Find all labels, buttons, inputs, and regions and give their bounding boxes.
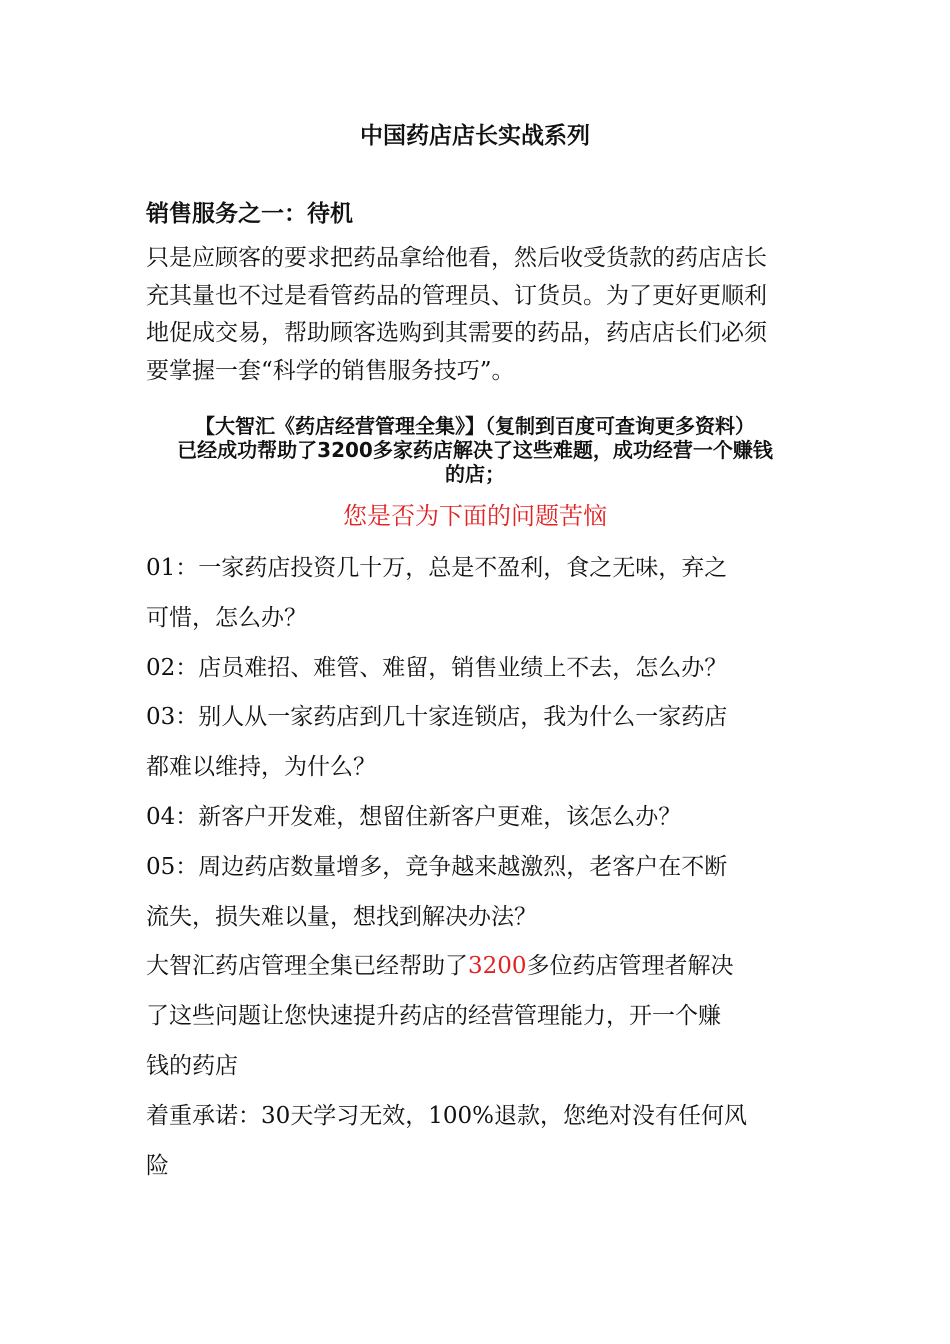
summary-line: 钱的药店	[146, 1052, 238, 1079]
promise-line: 着重承诺：30天学习无效，100%退款，您绝对没有任何风	[146, 1102, 748, 1129]
question-item-05: 05：周边药店数量增多，竞争越来越激烈，老客户在不断	[146, 853, 728, 880]
summary-text-after: 多位药店管理者解决	[526, 953, 734, 980]
summary-line: 了这些问题让您快速提升药店的经营管理能力，开一个赚	[146, 1003, 721, 1030]
summary-highlight-number: 3200	[468, 953, 527, 980]
question-heading: 您是否为下面的问题苦恼	[343, 502, 607, 530]
question-item-04: 04：新客户开发难，想留住新客户更难，该怎么办？	[146, 803, 682, 830]
intro-line: 要掌握一套“科学的销售服务技巧”。	[146, 357, 515, 384]
promo-block	[110, 414, 840, 486]
promo-line: 的店；	[445, 462, 505, 486]
section-heading: 销售服务之一：待机	[146, 201, 353, 227]
question-item-03-continued: 都难以维持，为什么？	[146, 754, 376, 781]
document-title: 中国药店店长实战系列	[360, 123, 590, 149]
promise-line: 险	[146, 1152, 169, 1179]
intro-line: 充其量也不过是看管药品的管理员、订货员。为了更好更顺利	[146, 282, 767, 309]
summary-text-before: 大智汇药店管理全集已经帮助了	[146, 953, 468, 980]
intro-line: 地促成交易，帮助顾客选购到其需要的药品，药店店长们必须	[146, 320, 767, 346]
question-item-03: 03：别人从一家药店到几十家连锁店，我为什么一家药店	[146, 704, 728, 731]
intro-line: 只是应顾客的要求把药品拿给他看，然后收受货款的药店店长	[146, 245, 767, 271]
question-item-02: 02：店员难招、难管、难留，销售业绩上不去，怎么办？	[146, 654, 728, 681]
summary-line	[146, 942, 826, 992]
question-item-05-continued: 流失，损失难以量，想找到解决办法？	[146, 903, 537, 930]
promo-line: 【大智汇《药店经营管理全集》】（复制到百度可查询更多资料）	[195, 414, 755, 438]
intro-paragraph	[146, 240, 816, 390]
promo-line: 已经成功帮助了3200多家药店解决了这些难题，成功经营一个赚钱	[177, 438, 773, 462]
question-item-01: 01：一家药店投资几十万，总是不盈利，食之无味，弃之	[146, 555, 728, 581]
question-list	[146, 544, 826, 1191]
question-item-01-continued: 可惜，怎么办？	[146, 604, 307, 631]
